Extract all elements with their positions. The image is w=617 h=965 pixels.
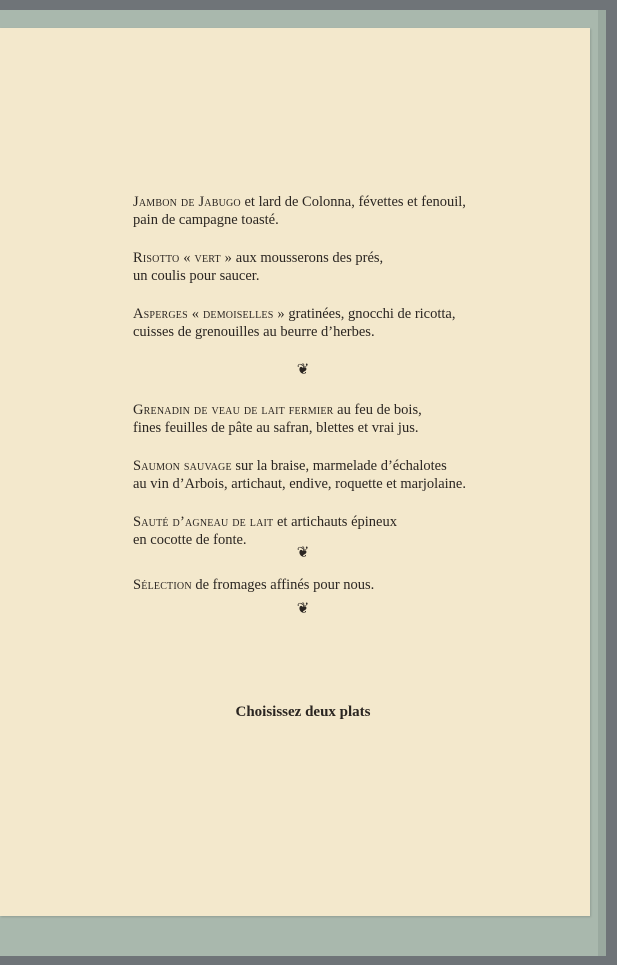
dish-description: au feu de bois, (333, 402, 422, 418)
menu-footer: Choisissez deux plats (235, 704, 371, 720)
dish-name: Saumon sauvage (133, 458, 232, 474)
dish-description: aux mousserons des prés, (232, 250, 384, 266)
menu-item (133, 193, 573, 229)
folder-edge (598, 10, 606, 956)
dish-name: Asperges « demoiselles » (133, 306, 285, 322)
menu-item (133, 401, 573, 437)
dish-description: et artichauts épineux (273, 514, 397, 530)
menu-body (133, 193, 573, 618)
dish-name: Sélection (133, 577, 192, 593)
dish-description: au vin d’Arbois, artichaut, endive, roquette et marjolaine. (133, 476, 466, 492)
dish-description: un coulis pour saucer. (133, 268, 260, 284)
fleuron-icon: ❦ (296, 545, 310, 561)
dish-name: Sauté d’agneau de lait (133, 514, 274, 530)
dish-description: cuisses de grenouilles au beurre d’herbes. (133, 324, 375, 340)
dish-description: en cocotte de fonte. (133, 532, 247, 548)
fleuron-icon: ❦ (296, 601, 310, 617)
dish-description: fines feuilles de pâte au safran, blettes et vrai jus. (133, 420, 419, 436)
dish-description: pain de campagne toasté. (133, 212, 279, 228)
fleuron-icon: ❦ (296, 362, 310, 378)
dish-description: et lard de Colonna, févettes et fenouil, (240, 194, 466, 210)
menu-item (133, 576, 573, 594)
dish-description: de fromages affinés pour nous. (191, 577, 375, 593)
menu-item (133, 457, 573, 493)
dish-name: Jambon de Jabugo (133, 194, 241, 210)
menu-item (133, 305, 573, 341)
menu-item (133, 249, 573, 285)
dish-name: Risotto « vert » (133, 250, 233, 266)
dish-name: Grenadin de veau de lait fermier (133, 402, 334, 418)
dish-description: gratinées, gnocchi de ricotta, (284, 306, 456, 322)
dish-description: sur la braise, marmelade d’échalotes (231, 458, 447, 474)
